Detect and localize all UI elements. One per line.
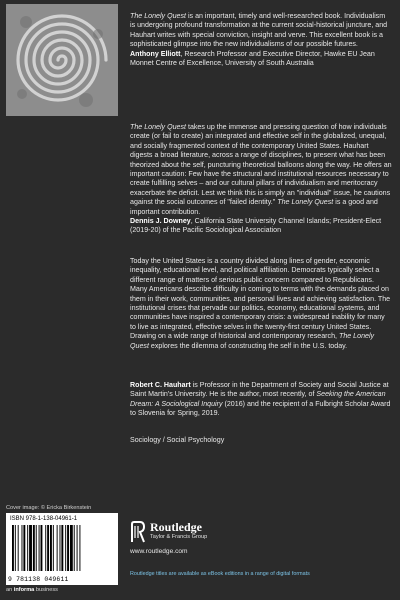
review2-affiliation: , California State University Channel Islands; President-Elect (2019-20) of the Pacific Sociological Association [130,217,382,235]
review2-text-2: is a good and important contribution. [130,198,378,216]
barcode-bar [41,525,43,571]
barcode-bar [70,525,73,571]
barcode-bar [15,525,16,571]
barcode-bar [74,525,75,571]
barcode-bar [53,525,54,571]
imprint-line [6,587,58,593]
publisher-block [130,520,270,560]
barcode-bar [36,525,37,571]
cover-art-image [6,4,118,116]
barcode-bar [29,525,32,571]
barcode-bar [65,525,66,571]
ebook-note: Routledge titles are available as eBook editions in a range of digital formats [130,571,310,577]
review1-author: Anthony Elliott [130,49,181,58]
barcode-bar [67,525,69,571]
routledge-logo-icon [130,520,146,544]
barcode [6,513,118,585]
isbn-label: ISBN 978-1-138-04961-1 [10,516,78,522]
review1-text: is an important, timely and well-researched book. Individualism is undergoing profound transformation at the current social-historical juncture, and Hauhart writes with special conviction, insight and verve. This excellent book is a sophisticated glimpse into the new individualisms of our possible futures. [130,12,388,49]
review1-book-title: The Lonely Quest [130,12,186,20]
barcode-bar [47,525,49,571]
description-text: Today the United States is a country divided along lines of gender, economic inequality, educational level, and political affiliation. Democrats typically select a different range of matters of serious public concern compared to Republicans. Many Americans describe difficulty in coming to terms with the demands placed on them in their work, communities, and personal lives and achieving satisfaction. The institutional crises that pervade our politics, economy, educational systems, and communities have inspired a contemporary crisis: a widespread inability for many to live as integrated, effective selves in the twenty-first century United States. Drawing on a wide range of historical and contemporary research, [130,257,391,341]
review2-author: Dennis J. Downey [130,217,191,226]
review-1 [130,12,392,68]
barcode-bar [61,525,63,571]
imprint-prefix: an [6,587,14,593]
review2-book-title-2: The Lonely Quest [277,198,334,207]
review2-text: takes up the immense and pressing question of how individuals create (or fail to create) an integrated and effective self in the globalized, unequal, and socially fragmented context of the contemporary United States. Hauhart digests a broad literature, across a range of disciplines, to present what has been theorized about the self, puncturing theoretical balloons along the way. He offers an important caution: Few have the structural and institutional resources necessary to create fulfilling selves – and our cultural pillars of individualism and meritocracy exacerbate the deficit. Lest we think this is simply an "individual" issue, he cautions against the social outcomes of "failed identity." [130,123,392,207]
bio-text: is Professor in the Department of Society and Social Justice at Saint Martin's University. He is the author, most recently, of [130,381,389,399]
barcode-bar [79,525,80,571]
imprint-suffix: business [34,587,58,593]
review-2 [130,123,392,236]
barcode-bar [23,525,25,571]
subject-category: Sociology / Social Psychology [130,436,225,444]
publisher-name: Routledge [150,520,202,534]
cover-credit: Cover image: © Ericka Birkenstein [6,505,92,511]
publisher-group: Taylor & Francis Group [150,534,208,540]
barcode-bar [50,525,52,571]
imprint-brand: informa [13,587,35,593]
barcode-bar [27,525,28,571]
barcode-bar [57,525,58,571]
spiral-artwork [6,4,118,116]
bio-text-2: (2016) and the recipient of a Fulbright Scholar Award to Slovenia for Spring, 2019. [130,399,391,418]
barcode-bar [22,525,23,571]
bio-author-name: Robert C. Hauhart [130,381,191,389]
barcode-bar [77,525,78,571]
author-bio [130,381,392,419]
book-description [130,257,392,351]
description-book-title: The Lonely Quest [130,332,375,350]
barcode-bar [39,525,40,571]
barcode-bars [10,525,114,573]
barcode-digits: 9 781138 049611 [8,576,69,583]
barcode-bar [18,525,19,571]
barcode-bar [33,525,35,571]
barcode-bar [60,525,61,571]
review2-book-title: The Lonely Quest [130,123,186,131]
description-text-2: explores the dilemma of constructing the self in the U.S. today. [148,341,348,350]
barcode-bar [45,525,46,571]
review1-affiliation: , Research Professor and Executive Director, Hawke EU Jean Monnet Centre of Excellence, University of South Australia [130,49,375,68]
bio-book-title: Seeking the American Dream: A Sociological Inquiry [130,390,386,408]
barcode-bar [12,525,14,571]
publisher-url[interactable]: www.routledge.com [130,548,188,555]
